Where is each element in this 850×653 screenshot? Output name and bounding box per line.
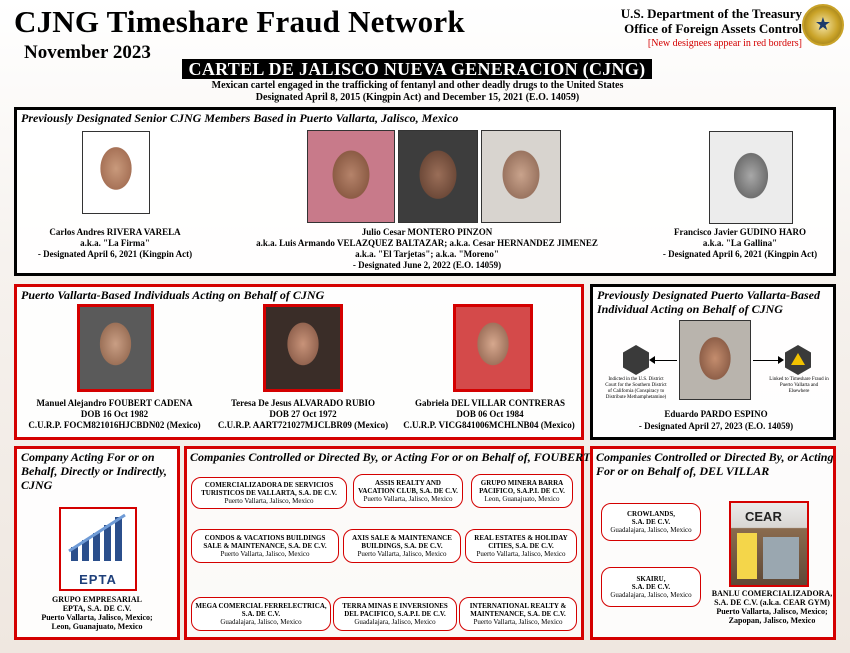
cear-sign: CEAR [745, 509, 782, 524]
gym-window [763, 537, 799, 579]
warning-icon [785, 345, 811, 375]
villar-companies-section [590, 446, 836, 640]
gudino-photo [709, 131, 793, 224]
banlu-name-1: BANLU COMERCIALIZADORA, [711, 589, 833, 598]
rivera-aka: a.k.a. "La Firma" [80, 238, 150, 248]
company-international-realty: INTERNATIONAL REALTY & MAINTENANCE, S.A. DE C.V. Puerto Vallarta, Jalisco, Mexico [459, 597, 577, 631]
epta-logo [59, 507, 137, 591]
treasury-seal-icon [802, 4, 844, 46]
company-crowlands: CROWLANDS, S.A. DE C.V. Guadalajara, Jalisco, Mexico [601, 503, 701, 541]
courthouse-icon [623, 345, 649, 375]
company-cjng-title: Company Acting For or on Behalf, Directly or Indirectly, CJNG [21, 450, 167, 492]
agency-block [621, 6, 802, 51]
cartel-description: Mexican cartel engaged in the trafficking of fentanyl and other deadly drugs to the United States [211, 80, 624, 91]
pardo-photo [679, 320, 751, 400]
gym-pillar [737, 533, 757, 579]
alvarado-dob: DOB 27 Oct 1972 [269, 409, 337, 419]
pardo-fraud-note: Linked to Timeshare Fraud in Puerto Vallarta and Elsewhere [769, 377, 829, 394]
agency-line-2: Office of Foreign Assets Control [624, 21, 802, 36]
delvillar-dob: DOB 06 Oct 1984 [456, 409, 524, 419]
delvillar-name: Gabriela DEL VILLAR CONTRERAS [414, 398, 566, 408]
page-title: CJNG Timeshare Fraud Network [14, 4, 465, 39]
cartel-banner: CARTEL DE JALISCO NUEVA GENERACION (CJNG) [182, 59, 652, 79]
epta-logo-text: EPTA [79, 572, 117, 587]
banlu-location-1: Puerto Vallarta, Jalisco, Mexico; [716, 607, 828, 616]
epta-name-1: GRUPO EMPRESARIAL [51, 595, 142, 604]
epta-location-2: Leon, Guanajuato, Mexico [51, 622, 143, 631]
pardo-section [590, 284, 836, 440]
foubert-curp: C.U.R.P. FOCM821016HJCBDN02 (Mexico) [28, 420, 201, 430]
gudino-aka: a.k.a. "La Gallina" [702, 238, 778, 248]
gudino-name: Francisco Javier GUDINO HARO [673, 227, 807, 237]
rivera-name: Carlos Andres RIVERA VARELA [49, 227, 181, 237]
banlu-name-2: S.A. DE C.V. (a.k.a. CEAR GYM) [714, 598, 830, 607]
delvillar-curp: C.U.R.P. VICG841006MCHLNB04 (Mexico) [403, 420, 575, 430]
agency-note: [New designees appear in red borders] [647, 38, 802, 49]
rivera-photo [82, 131, 150, 214]
alvarado-photo [263, 304, 343, 392]
page-date: November 2023 [24, 42, 151, 63]
foubert-dob: DOB 16 Oct 1982 [80, 409, 149, 419]
company-condos-vacations: CONDOS & VACATIONS BUILDINGS SALE & MAINTENANCE, S.A. DE C.V. Puerto Vallarta, Jalisco, Mexico [191, 529, 339, 563]
montero-photo-3 [481, 130, 561, 223]
alvarado-curp: C.U.R.P. AART721027MJCLBR09 (Mexico) [217, 420, 389, 430]
cear-gym-photo [729, 501, 809, 587]
individuals-section [14, 284, 584, 440]
pardo-section-title: Previously Designated Puerto Vallarta-Based Individual Acting on Behalf of CJNG [597, 288, 820, 316]
agency-line-1: U.S. Department of the Treasury [620, 6, 802, 21]
right-arrow [753, 360, 779, 361]
alvarado-name: Teresa De Jesus ALVARADO RUBIO [230, 398, 376, 408]
foubert-name: Manuel Alejandro FOUBERT CADENA [36, 398, 193, 408]
left-arrow-head [649, 356, 655, 364]
growth-chart-icon [61, 509, 135, 567]
epta-location-1: Puerto Vallarta, Jalisco, Mexico; [41, 613, 153, 622]
company-minera-barra: GRUPO MINERA BARRA PACIFICO, S.A.P.I. DE C.V. Leon, Guanajuato, Mexico [471, 474, 573, 508]
cartel-designation: Designated April 8, 2015 (Kingpin Act) and December 15, 2021 (E.O. 14059) [255, 92, 580, 103]
individuals-section-title: Puerto Vallarta-Based Individuals Acting on Behalf of CJNG [21, 288, 325, 302]
banlu-location-2: Zapopan, Jalisco, Mexico [728, 616, 816, 625]
villar-companies-title: Companies Controlled or Directed By, or Acting For or on Behalf of, DEL VILLAR [596, 450, 834, 478]
senior-members-section [14, 107, 836, 276]
company-assis-realty: ASSIS REALTY AND VACATION CLUB, S.A. DE C.V. Puerto Vallarta, Jalisco, Mexico [353, 474, 463, 508]
montero-aka-1: a.k.a. Luis Armando VELAZQUEZ BALTAZAR; a.k.a. Cesar HERNANDEZ JIMENEZ [256, 238, 598, 248]
pardo-indictment-note: Indicted in the U.S. District Court for the Southern District of California (Conspiracy to Distribute Methamphetamine) [605, 377, 667, 400]
pardo-name: Eduardo PARDO ESPINO [664, 409, 768, 419]
company-real-estates-holiday: REAL ESTATES & HOLIDAY CITIES, S.A. DE C.V. Puerto Vallarta, Jalisco, Mexico [465, 529, 577, 563]
montero-designation: - Designated June 2, 2022 (E.O. 14059) [352, 260, 502, 270]
company-terra-minas: TERRA MINAS E INVERSIONES DEL PACIFICO, S.A.P.I. DE C.V. Guadalajara, Jalisco, Mexico [333, 597, 457, 631]
right-arrow-head [778, 356, 784, 364]
montero-photo-2 [398, 130, 478, 223]
montero-photo-1 [307, 130, 395, 223]
senior-section-title: Previously Designated Senior CJNG Members Based in Puerto Vallarta, Jalisco, Mexico [21, 111, 459, 125]
foubert-photo [77, 304, 154, 392]
company-comercializadora: COMERCIALIZADORA DE SERVICIOS TURISTICOS DE VALLARTA, S.A. DE C.V. Puerto Vallarta, Jalisco, Mexico [191, 477, 347, 509]
gudino-designation: - Designated April 6, 2021 (Kingpin Act) [662, 249, 818, 259]
montero-aka-2: a.k.a. "El Tarjetas"; a.k.a. "Moreno" [355, 249, 499, 259]
rivera-designation: - Designated April 6, 2021 (Kingpin Act) [37, 249, 193, 259]
foubert-companies-title: Companies Controlled or Directed By, or Acting For or on Behalf of, FOUBERT [190, 450, 591, 464]
pardo-designation: - Designated April 27, 2023 (E.O. 14059) [638, 421, 794, 431]
montero-name: Julio Cesar MONTERO PINZON [361, 227, 493, 237]
company-cjng-section [14, 446, 180, 640]
company-axis-sale: AXIS SALE & MAINTENANCE BUILDINGS, S.A. DE C.V. Puerto Vallarta, Jalisco, Mexico [343, 529, 461, 563]
foubert-companies-section [184, 446, 591, 640]
company-skairu: SKAIRU, S.A. DE C.V. Guadalajara, Jalisco, Mexico [601, 567, 701, 607]
delvillar-photo [453, 304, 533, 392]
epta-name-2: EPTA, S.A. DE C.V. [62, 604, 132, 613]
company-mega-comercial: MEGA COMERCIAL FERRELECTRICA, S.A. DE C.V. Guadalajara, Jalisco, Mexico [191, 597, 331, 631]
